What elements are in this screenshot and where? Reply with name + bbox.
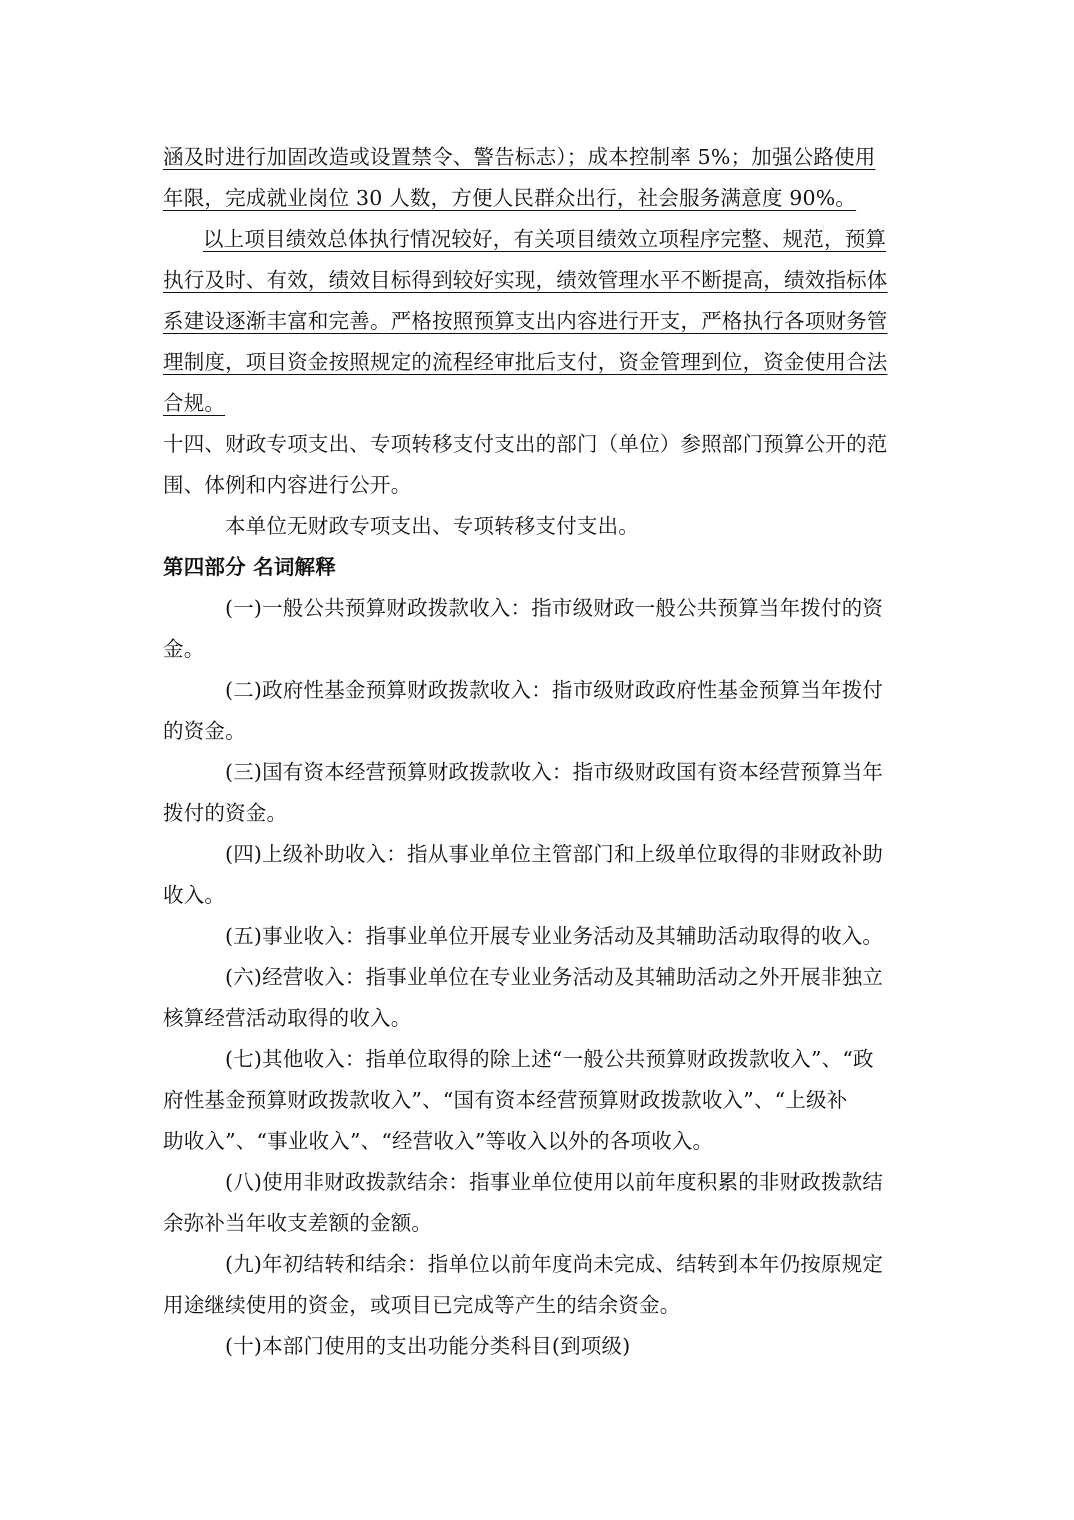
text-line: 执行及时、有效，绩效目标得到较好实现，绩效管理水平不断提高，绩效指标体	[163, 268, 888, 292]
text-line: 以上项目绩效总体执行情况较好，有关项目绩效立项程序完整、规范，预算	[203, 227, 887, 251]
text-line: 理制度，项目资金按照规定的流程经审批后支付，资金管理到位，资金使用合法	[163, 350, 888, 374]
definition-7-cont: 府性基金预算财政拨款收入”、“国有资本经营预算财政拨款收入”、“上级补	[163, 1088, 848, 1112]
definition-10: (十)本部门使用的支出功能分类科目(到项级)	[225, 1334, 631, 1358]
definition-7: (七)其他收入：指单位取得的除上述“一般公共预算财政拨款收入”、“政	[225, 1047, 874, 1071]
definition-7-cont: 助收入”、“事业收入”、“经营收入”等收入以外的各项收入。	[163, 1129, 714, 1153]
definition-2: (二)政府性基金预算财政拨款收入：指市级财政政府性基金预算当年拨付	[225, 678, 884, 702]
definition-3-cont: 拨付的资金。	[163, 801, 288, 825]
section-14-title: 十四、财政专项支出、专项转移支付支出的部门（单位）参照部门预算公开的范	[163, 432, 888, 456]
section-14-title-cont: 围、体例和内容进行公开。	[163, 473, 412, 497]
definition-9: (九)年初结转和结余：指单位以前年度尚未完成、结转到本年仍按原规定	[225, 1252, 884, 1276]
definition-4: (四)上级补助收入：指从事业单位主管部门和上级单位取得的非财政补助	[225, 842, 884, 866]
text-line: 年限，完成就业岗位 30 人数，方便人民群众出行，社会服务满意度 90%。	[163, 186, 857, 210]
text-line: 系建设逐渐丰富和完善。严格按照预算支出内容进行开支，严格执行各项财务管	[163, 309, 888, 333]
definition-6-cont: 核算经营活动取得的收入。	[163, 1006, 412, 1030]
definition-3: (三)国有资本经营预算财政拨款收入：指市级财政国有资本经营预算当年	[225, 760, 884, 784]
definition-1: (一)一般公共预算财政拨款收入：指市级财政一般公共预算当年拨付的资	[225, 596, 884, 620]
text-line: 涵及时进行加固改造或设置禁令、警告标志）；成本控制率 5%；加强公路使用	[163, 145, 876, 169]
definition-1-cont: 金。	[163, 637, 205, 661]
definition-6: (六)经营收入：指事业单位在专业业务活动及其辅助活动之外开展非独立	[225, 965, 884, 989]
text-line: 合规。	[163, 391, 226, 415]
definition-8-cont: 余弥补当年收支差额的金额。	[163, 1211, 433, 1235]
section-14-body: 本单位无财政专项支出、专项转移支付支出。	[225, 514, 639, 538]
document-page	[163, 137, 915, 1367]
definition-8: (八)使用非财政拨款结余：指事业单位使用以前年度积累的非财政拨款结	[225, 1170, 884, 1194]
definition-2-cont: 的资金。	[163, 719, 246, 743]
part-four-heading: 第四部分 名词解释	[163, 555, 336, 579]
definition-4-cont: 收入。	[163, 883, 226, 907]
definition-5: (五)事业收入：指事业单位开展专业业务活动及其辅助活动取得的收入。	[225, 924, 884, 948]
definition-9-cont: 用途继续使用的资金，或项目已完成等产生的结余资金。	[163, 1293, 681, 1317]
